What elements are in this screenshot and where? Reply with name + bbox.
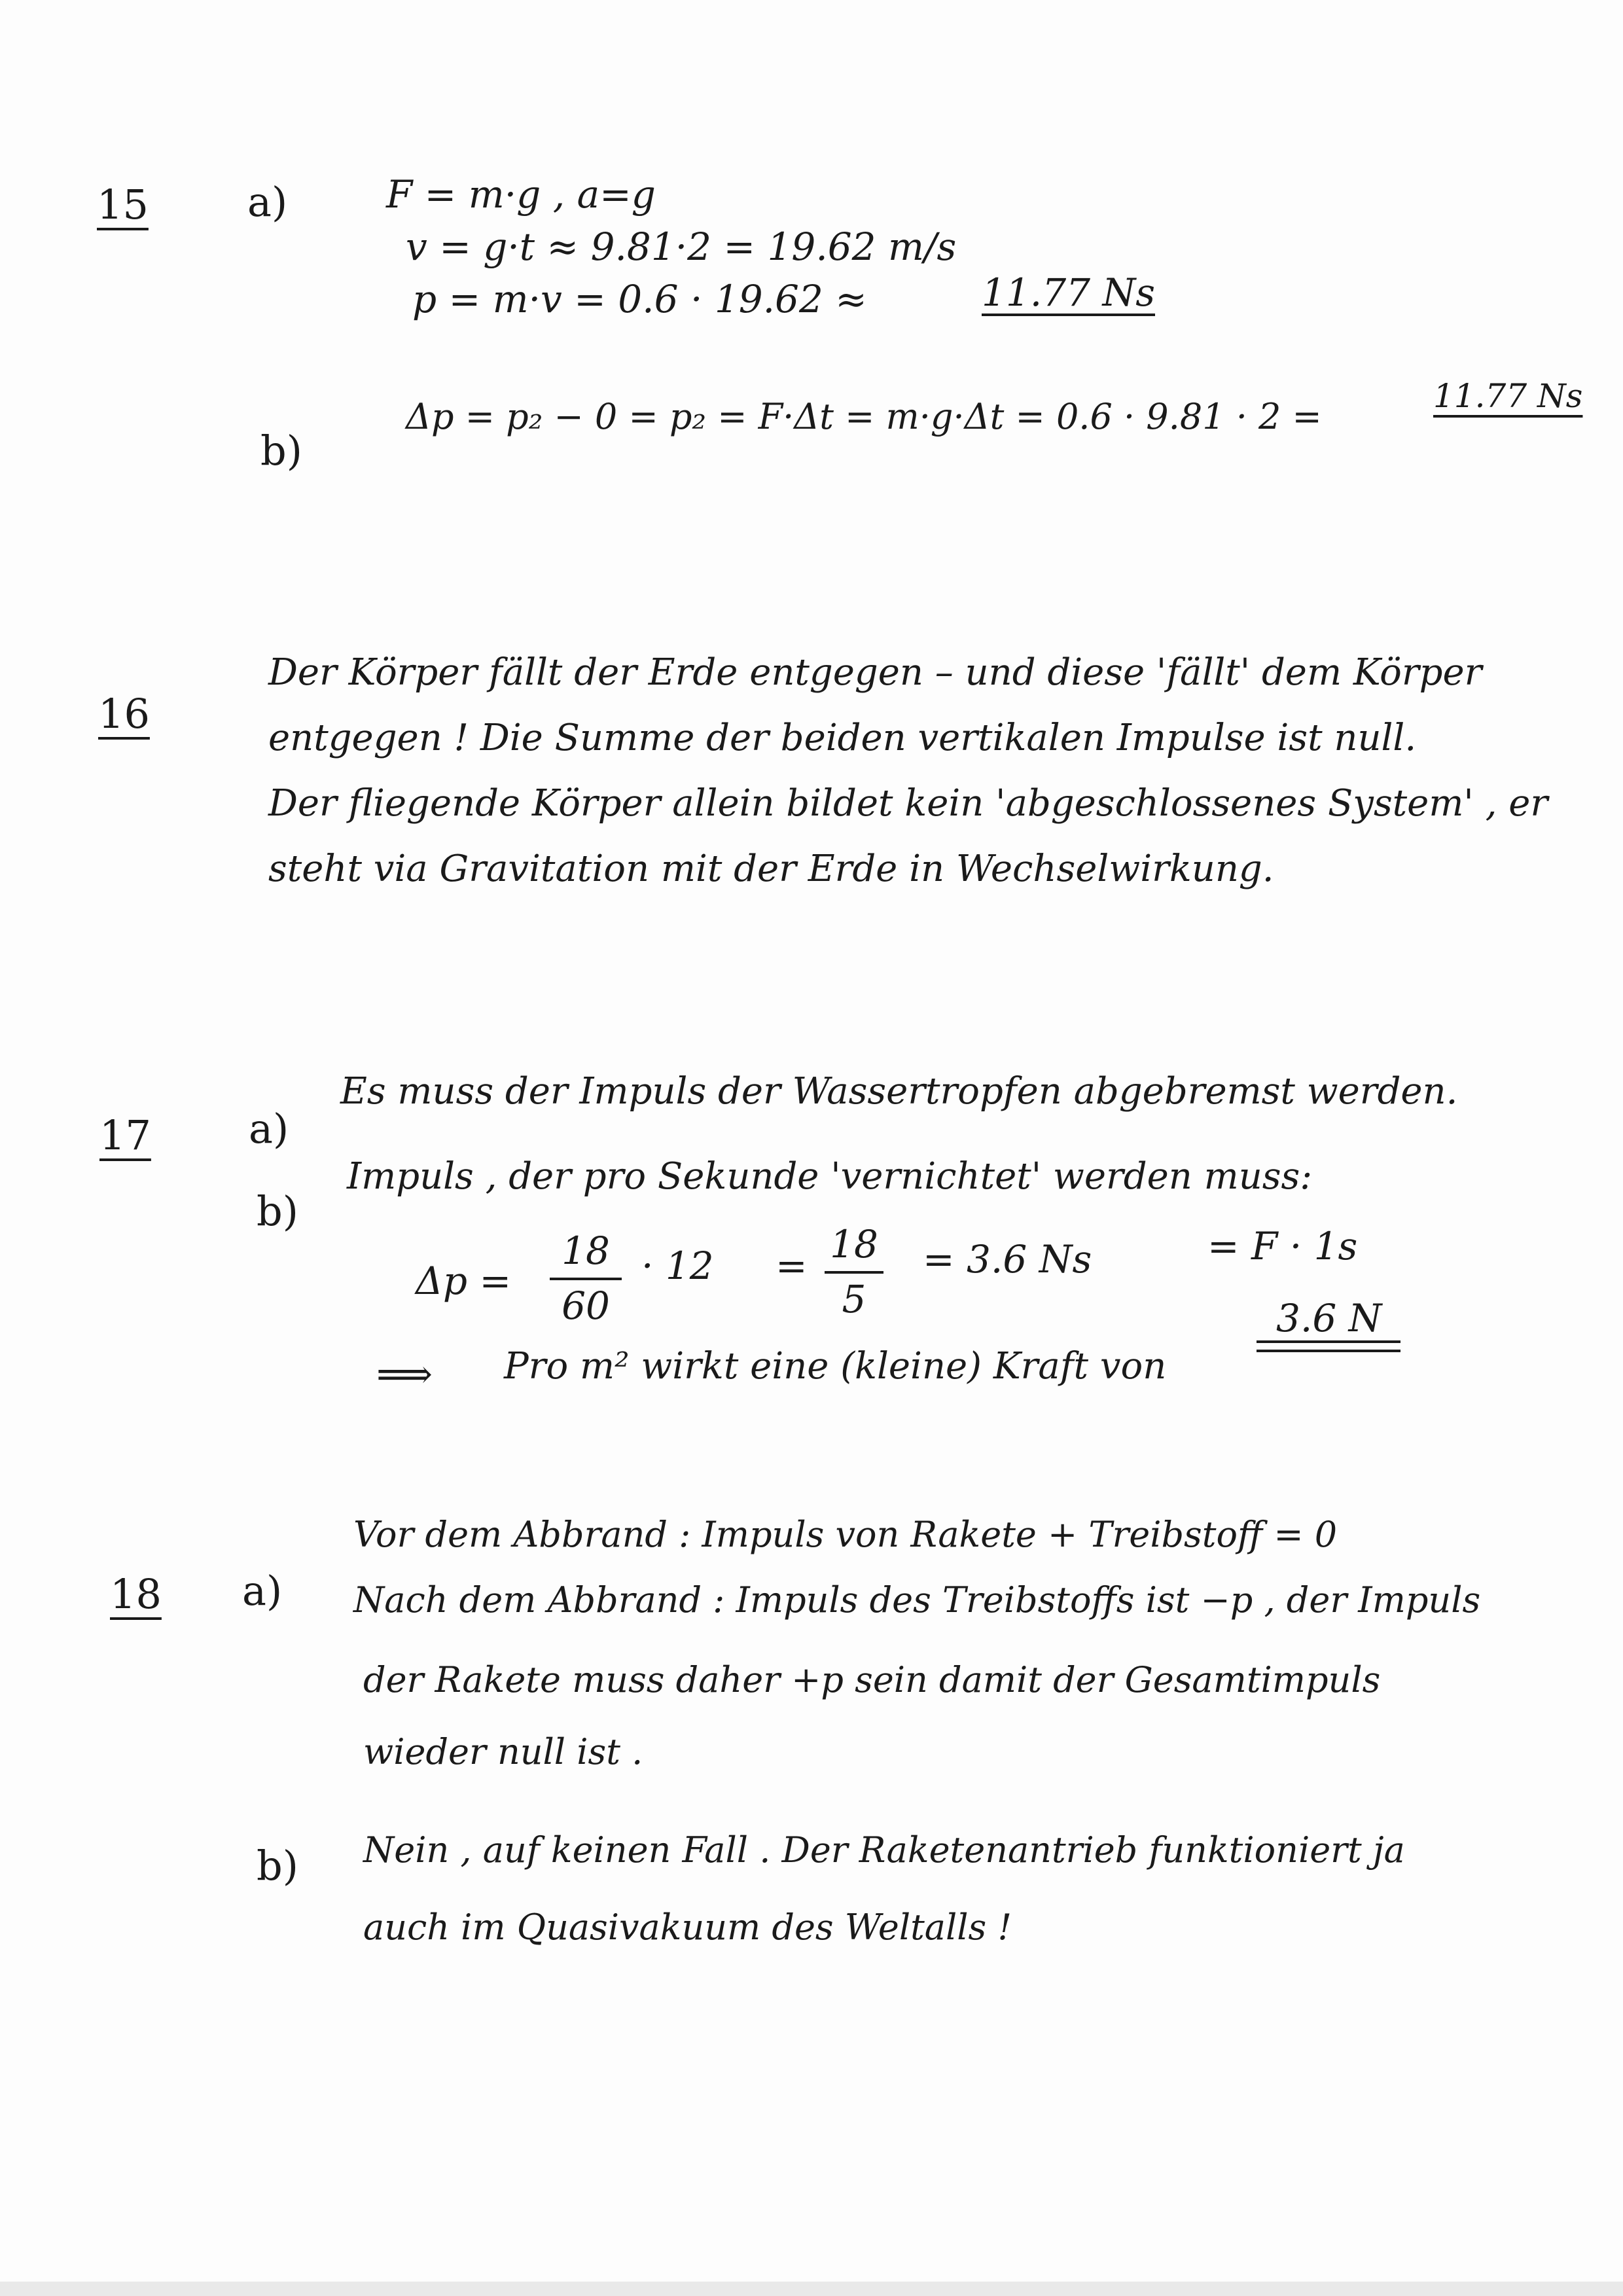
text-line: Vor dem Abbrand : Impuls von Rakete + Treibstoff = 0 <box>353 1514 1338 1555</box>
equation-line: v = g·t ≈ 9.81·2 = 19.62 m/s <box>406 224 957 269</box>
fraction-denominator: 60 <box>562 1283 610 1328</box>
equation-line: = F · 1s <box>1207 1224 1358 1268</box>
result-17b: 3.6 N <box>1276 1296 1382 1340</box>
equals-sign: = <box>776 1244 808 1288</box>
text-line: Nein , auf keinen Fall . Der Raketenantrieb funktioniert ja <box>363 1829 1405 1871</box>
text-line: Es muss der Impuls der Wassertropfen abgebremst werden. <box>340 1070 1458 1113</box>
text-line: der Rakete muss daher +p sein damit der Gesamtimpuls <box>363 1659 1381 1700</box>
fraction-bar <box>825 1271 883 1274</box>
part-label-15b: b) <box>260 427 302 475</box>
text-line: Impuls , der pro Sekunde 'vernichtet' werden muss: <box>347 1155 1313 1198</box>
equation-line: = 3.6 Ns <box>923 1237 1092 1282</box>
text-line: auch im Quasivakuum des Weltalls ! <box>363 1907 1012 1948</box>
fraction-numerator: 18 <box>562 1229 610 1273</box>
text-line: Pro m² wirkt eine (kleine) Kraft von <box>504 1345 1167 1388</box>
result-15b: 11.77 Ns <box>1433 377 1583 415</box>
problem-number-15: 15 <box>97 181 149 228</box>
fraction-18-5 <box>825 1224 883 1321</box>
text-line: Der fliegende Körper allein bildet kein 'abgeschlossenes System' , er <box>268 782 1548 825</box>
problem-number-18: 18 <box>110 1570 162 1618</box>
part-label-18a: a) <box>242 1567 283 1615</box>
problem-number-16: 16 <box>98 690 150 738</box>
part-label-17a: a) <box>249 1105 289 1153</box>
fraction-denominator: 5 <box>842 1276 866 1321</box>
text-line: Der Körper fällt der Erde entgegen – und diese 'fällt' dem Körper <box>268 651 1482 694</box>
part-label-18b: b) <box>257 1842 298 1890</box>
scan-bottom-edge <box>0 2282 1623 2296</box>
multiplier: · 12 <box>641 1244 714 1288</box>
equation-line: F = m·g , a=g <box>386 172 656 217</box>
delta-p-label: Δp = <box>416 1259 512 1303</box>
text-line: entgegen ! Die Summe der beiden vertikalen Impulse ist null. <box>268 717 1417 759</box>
equation-line: Δp = p₂ − 0 = p₂ = F·Δt = m·g·Δt = 0.6 · 9.81 · 2 = <box>406 396 1322 437</box>
fraction-numerator: 18 <box>830 1222 878 1266</box>
text-line: wieder null ist . <box>363 1731 643 1772</box>
text-line: Nach dem Abbrand : Impuls des Treibstoffs ist −p , der Impuls <box>353 1579 1481 1621</box>
implies-arrow: ⟹ <box>376 1352 433 1397</box>
problem-number-17: 17 <box>99 1111 151 1159</box>
double-underline <box>1257 1340 1400 1352</box>
result-15a: 11.77 Ns <box>982 270 1155 315</box>
fraction-18-60 <box>550 1230 622 1327</box>
text-line: steht via Gravitation mit der Erde in Wechselwirkung. <box>268 848 1274 890</box>
equation-line: p = m·v = 0.6 · 19.62 ≈ <box>412 277 867 321</box>
fraction-bar <box>550 1278 622 1280</box>
part-label-15a: a) <box>247 178 288 226</box>
part-label-17b: b) <box>257 1187 298 1235</box>
